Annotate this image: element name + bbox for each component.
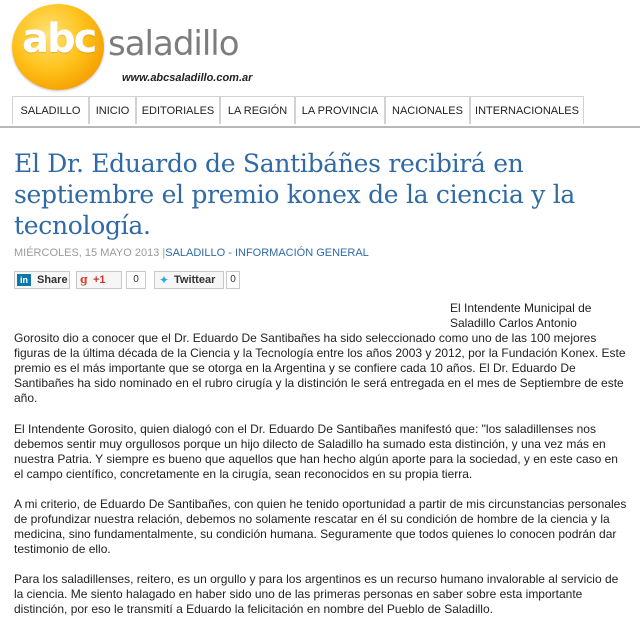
category-separator: -: [225, 247, 235, 259]
category-link-saladillo[interactable]: SALADILLO: [165, 247, 226, 259]
nav-item-la-region[interactable]: LA REGIÓN: [220, 96, 295, 124]
twitter-share-button[interactable]: [154, 271, 224, 289]
linkedin-icon: in: [17, 274, 31, 286]
article-date: MIÉRCOLES, 15 MAYO 2013: [14, 247, 160, 259]
meta-separator: |: [162, 247, 166, 259]
nav-item-la-provincia[interactable]: LA PROVINCIA: [295, 96, 385, 124]
logo-abc-text[interactable]: abc: [22, 16, 96, 62]
nav-item-inicio[interactable]: INICIO: [89, 96, 136, 124]
article-paragraph-2: El Intendente Gorosito, quien dialogó con el Dr. Eduardo De Santibañes manifestó que: "los saladillenses nos debemos sentir muy orgullosos porque un hijo dilecto de Saladillo ha sumado esta distinción, y una vez más en nuestra Patria. Y siempre es bueno que aquellos que han hecho algún aporte para la sociedad, y en este caso en el campo científico, concretamente en la cirugía, sean reconocidos en su propia tierra.: [14, 422, 618, 481]
linkedin-share-button[interactable]: [14, 271, 70, 289]
google-plus-button[interactable]: [76, 271, 122, 289]
google-plus-count: 0: [126, 271, 146, 289]
nav-item-editoriales[interactable]: EDITORIALES: [136, 96, 220, 124]
twitter-count: 0: [226, 271, 240, 289]
nav-item-internacionales[interactable]: INTERNACIONALES: [470, 96, 584, 124]
twitter-bird-icon: ✦: [159, 273, 170, 287]
article-paragraph-4: Para los saladillenses, reitero, es un orgullo y para los argentinos es un recurso humano invalorable al servicio de la ciencia. Me siento halagado en haber sido uno de las primeras personas en saber sobre esta importante distinción, por eso le transmití a Eduardo la felicitación en nombre del Pueblo de Saladillo.: [14, 572, 619, 616]
article-title[interactable]: El Dr. Eduardo de Santibáñes recibirá en septiembre el premio konex de la ciencia y la tecnología.: [14, 149, 576, 240]
logo-site-name[interactable]: saladillo: [108, 24, 239, 64]
article-paragraph-1: Gorosito dio a conocer que el Dr. Eduardo De Santibañes ha sido seleccionado como uno de las 100 mejores figuras de la última década de la Ciencia y la Tecnología entre los años 2003 y 2012, por la Fundación Konex. Este premio es el más importante que se otorga en la Argentina y se confiere cada 10 años. El Dr. Eduardo De Santibañes ha sido nominado en el rubro cirugía y la distinción le será entregada en el mes de Septiembre de este año.: [14, 331, 626, 405]
nav-item-nacionales[interactable]: NACIONALES: [385, 96, 470, 124]
twitter-share-label: Twittear: [174, 274, 216, 286]
nav-item-saladillo[interactable]: SALADILLO: [12, 96, 89, 124]
main-nav: [0, 96, 640, 128]
google-plus-icon: g: [80, 273, 88, 286]
category-link-informacion-general[interactable]: INFORMACIÓN GENERAL: [234, 247, 369, 259]
site-header: [0, 0, 640, 96]
linkedin-share-label: Share: [37, 274, 68, 286]
image-caption: El Intendente Municipal de Saladillo Carlos Antonio: [450, 301, 592, 330]
site-url: www.abcsaladillo.com.ar: [122, 72, 253, 84]
article-meta: [14, 247, 369, 259]
google-plus-label: +1: [93, 274, 106, 286]
article-paragraph-3: A mi criterio, de Eduardo De Santibañes, con quien he tenido oportunidad a partir de mis circunstancias personales de profundizar nuestra relación, debemos no solamente rescatar en él su condición de hombre de la ciencia y la medicina, sino fundamentalmente, su condición humana. Seguramente que todos quienes lo conocen podrán dar testimonio de ello.: [14, 497, 627, 556]
